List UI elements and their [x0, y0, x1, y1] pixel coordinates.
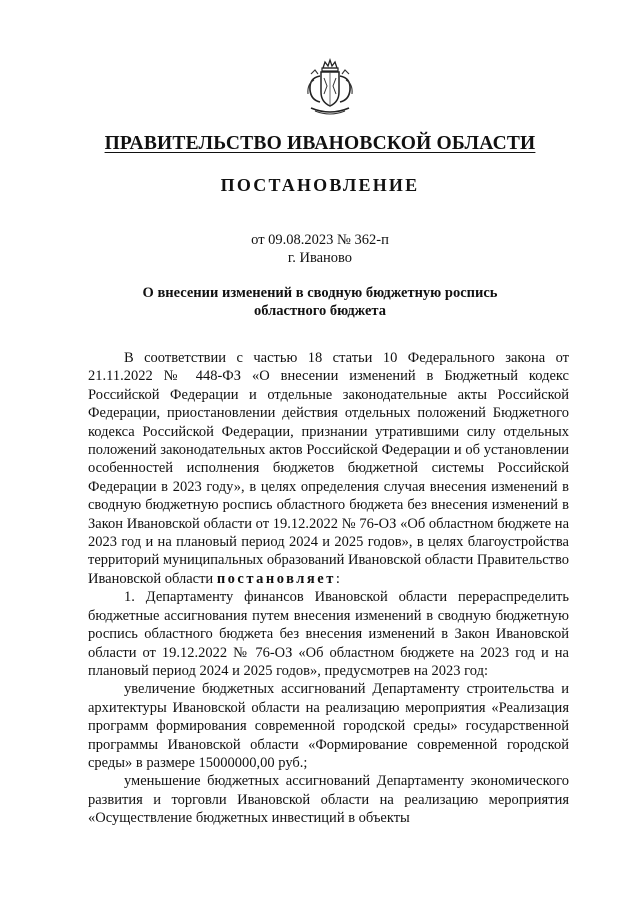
document-date-number: от 09.08.2023 № 362-п: [251, 232, 389, 248]
decree-colon: :: [335, 570, 340, 587]
paragraph-increase: увеличение бюджетных ассигнований Департаменту строительства и архитектуры Ивановской области на реализацию мероприятия «Реализация программ формирования современной городской среды» государственной программы Ивановской области «Формирование современной городской среды» в размере 15000000,00 руб.;: [88, 681, 569, 771]
document-heading-line-2: областного бюджета: [254, 303, 386, 319]
decree-word: постановляет: [216, 570, 336, 587]
document-body: [88, 349, 569, 828]
document-type: ПОСТАНОВЛЕНИЕ: [220, 175, 420, 195]
paragraph-item-1: 1. Департаменту финансов Ивановской области перераспределить бюджетные ассигнования путем внесения изменений в сводную бюджетную роспись областного бюджета без внесения изменений в Закон Ивановской области от 19.12.2022 № 76-ОЗ «Об областном бюджете на 2023 год и на плановый период 2024 и 2025 годов», предусмотрев на 2023 год:: [88, 589, 569, 679]
document-heading-line-1: О внесении изменений в сводную бюджетную роспись: [142, 285, 498, 301]
document-city: г. Иваново: [287, 250, 353, 266]
paragraph-preamble: [88, 349, 569, 588]
preamble-text: В соответствии с частью 18 статьи 10 Федерального закона от 21.11.2022 № 448-ФЗ «О внесении изменений в Бюджетный кодекс Российской Федерации и отдельные законодательные акты Российской Федерации, приостановлении действия отдельных положений Бюджетного кодекса Российской Федерации, признании утратившими силу отдельных положений законодательных актов Российской Федерации и об установлении особенностей исполнения бюджетов бюджетной системы Российской Федерации в 2023 году», в целях определения случая внесения изменений в сводную бюджетную роспись областного бюджета без внесения изменений в Закон Ивановской области от 19.12.2022 № 76-ОЗ «Об областном бюджете на 2023 год и на плановый период 2024 и 2025 годов», в целях благоустройства территорий муниципальных образований Ивановской области Правительство Ивановской области: [88, 350, 569, 587]
paragraph-decrease: уменьшение бюджетных ассигнований Департаменту экономического развития и торговли Ивановской области на реализацию мероприятия «Осуществление бюджетных инвестиций в объекты: [88, 773, 569, 827]
organization-title: ПРАВИТЕЛЬСТВО ИВАНОВСКОЙ ОБЛАСТИ: [104, 133, 536, 154]
coat-of-arms-icon: [299, 56, 361, 118]
